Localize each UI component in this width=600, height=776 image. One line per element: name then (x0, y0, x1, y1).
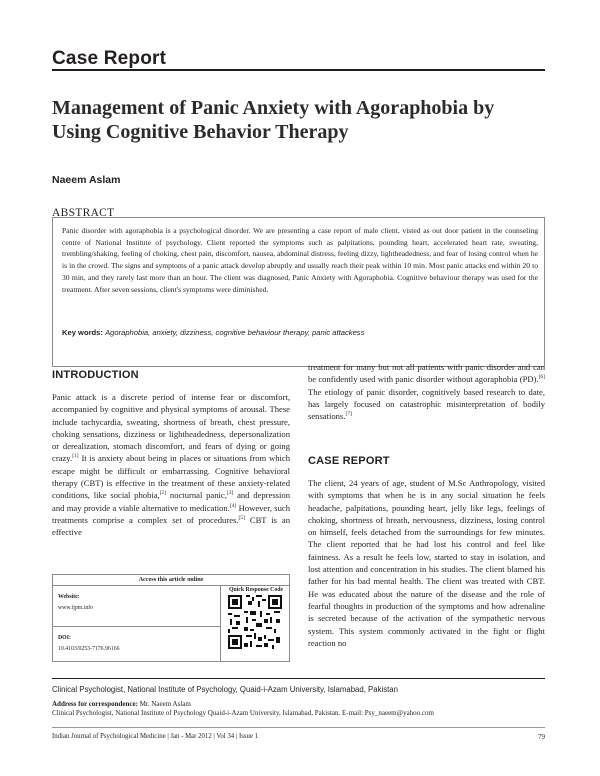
footer-rule (52, 678, 545, 679)
correspondence-label: Address for correspondence: (52, 700, 138, 708)
qr-code-icon[interactable] (228, 595, 282, 649)
correspondence-address: Clinical Psychologist, National Institute of Psychology Quaid-i-Azam University, Islamabad, Pakistan. E-mail: Psy_naeem@yahoo.com (52, 709, 434, 717)
case-report-heading: CASE REPORT (308, 455, 390, 467)
citation[interactable]: [2] (159, 490, 167, 497)
author-name: Naeem Aslam (52, 174, 121, 186)
header-rule (52, 69, 545, 71)
keywords (62, 327, 538, 338)
citation[interactable]: [1] (72, 453, 79, 460)
correspondence-name: Mr. Naeem Aslam (137, 700, 191, 708)
doi-label: DOI: (58, 635, 71, 641)
affiliation: Clinical Psychologist, National Institute of Psychology, Quaid-i-Azam University, Islamabad, Pakistan (52, 685, 398, 694)
citation[interactable]: [3] (226, 490, 234, 497)
page-number: 79 (538, 733, 545, 741)
divider (220, 585, 221, 661)
journal-info: Indian Journal of Psychological Medicine | Jan - Mar 2012 | Vol 34 | Issue 1 (52, 733, 259, 740)
access-box-header: Access this article online (53, 575, 289, 586)
citation[interactable]: [6] (538, 374, 545, 381)
keywords-label: Key words: (62, 328, 103, 337)
article-title: Management of Panic Anxiety with Agoraphobia by Using Cognitive Behavior Therapy (52, 97, 495, 143)
bottom-rule (52, 727, 545, 728)
introduction-continued: treatment for many but not all patients with panic disorder and can be confidently used with panic disorder without agoraphobia (PD).[6] The etiology of panic disorder, cognitively based research to date, has largely focused on catastrophic misinterpretation of bodily sensations.[7] (308, 362, 545, 422)
citation[interactable]: [5] (238, 515, 245, 522)
doi-value[interactable]: 10.4103/0253-7176.96166 (58, 646, 120, 652)
section-label: Case Report (52, 48, 167, 69)
citation[interactable]: [4] (229, 502, 237, 509)
introduction-paragraph: Panic attack is a discrete period of intense fear or discomfort, accompanied by cognitive and physical symptoms of arousal. These include tachycardia, sweating, shortness of breath, chest pressure, choking sensations, dizziness or lightheadedness, depersonalization or derealization, stomach discomfort, and fears of dying or going crazy.[1] It is anxiety about being in places or situations from which escape might be difficult or embarrassing. Cognitive behavioral therapy (CBT) is effective in the treatment of these anxiety-related conditions, like social phobia,[2] nocturnal panic,[3] and depression and may provide a viable alternative to medication.[4] However, such treatments comprise a complex set of procedures.[5] CBT is an effective (52, 392, 290, 538)
citation[interactable]: [7] (345, 411, 352, 418)
case-report-paragraph: The client, 24 years of age, student of M.Sc Anthropology, visited with symptoms that when he is in any social situation he feels headache, palpitations, pounding heart, jelly like legs, feelings of choking, shortness of breath, nervousness, dizziness, losing control on himself, feels detached from the surroundings for few minutes. The client reported that he had lost his control and feel like faintness. As a result he feels low, started to stay in isolation, and lost attention and concentration in his studies. The client blamed his father for his bad mental health. The client was treated with CBT. He was educated about the nature of the disease and the role of fearful thoughts in production of the symptoms and how adrenaline is secreted because of the activation of the sympathetic nervous system. This system commonly activated in the fight or flight reaction no (308, 478, 545, 648)
website-label: Website: (58, 594, 80, 600)
keywords-list: Agoraphobia, anxiety, dizziness, cognitive behaviour therapy, panic attackess (105, 328, 365, 337)
divider (53, 626, 220, 627)
website-link[interactable]: www.ijpm.info (58, 605, 94, 611)
abstract-text: Panic disorder with agoraphobia is a psychological disorder. We are presenting a case report of male client, visted as out door patient in the counseling centre of National Institute of psychology. Client reported the symptoms such as palpitations, pounding heart, accelerated heart rate, sweating, trembling/shaking, feeling of choking, chest pain, discomfort, nausea, abdominal distress, feeling dizzy, lightheadedness, and fear of losing control when he is in the crowd. The signs and symptoms of a panic attack develop abruptly and usually reach their peak within 10 min. Most panic attacks end within 20 to 30 min, and they rarely last more than an hour. The client was diagnosed, Panic Anxiety with Agoraphobia. Cognitive behaviour therapy was used for the treatment. After seven sessions, client's symptoms were diminished. (62, 226, 538, 294)
abstract-label: ABSTRACT (52, 207, 115, 219)
qr-label: Quick Response Code (228, 587, 284, 593)
introduction-heading: INTRODUCTION (52, 369, 139, 381)
correspondence (52, 700, 545, 718)
